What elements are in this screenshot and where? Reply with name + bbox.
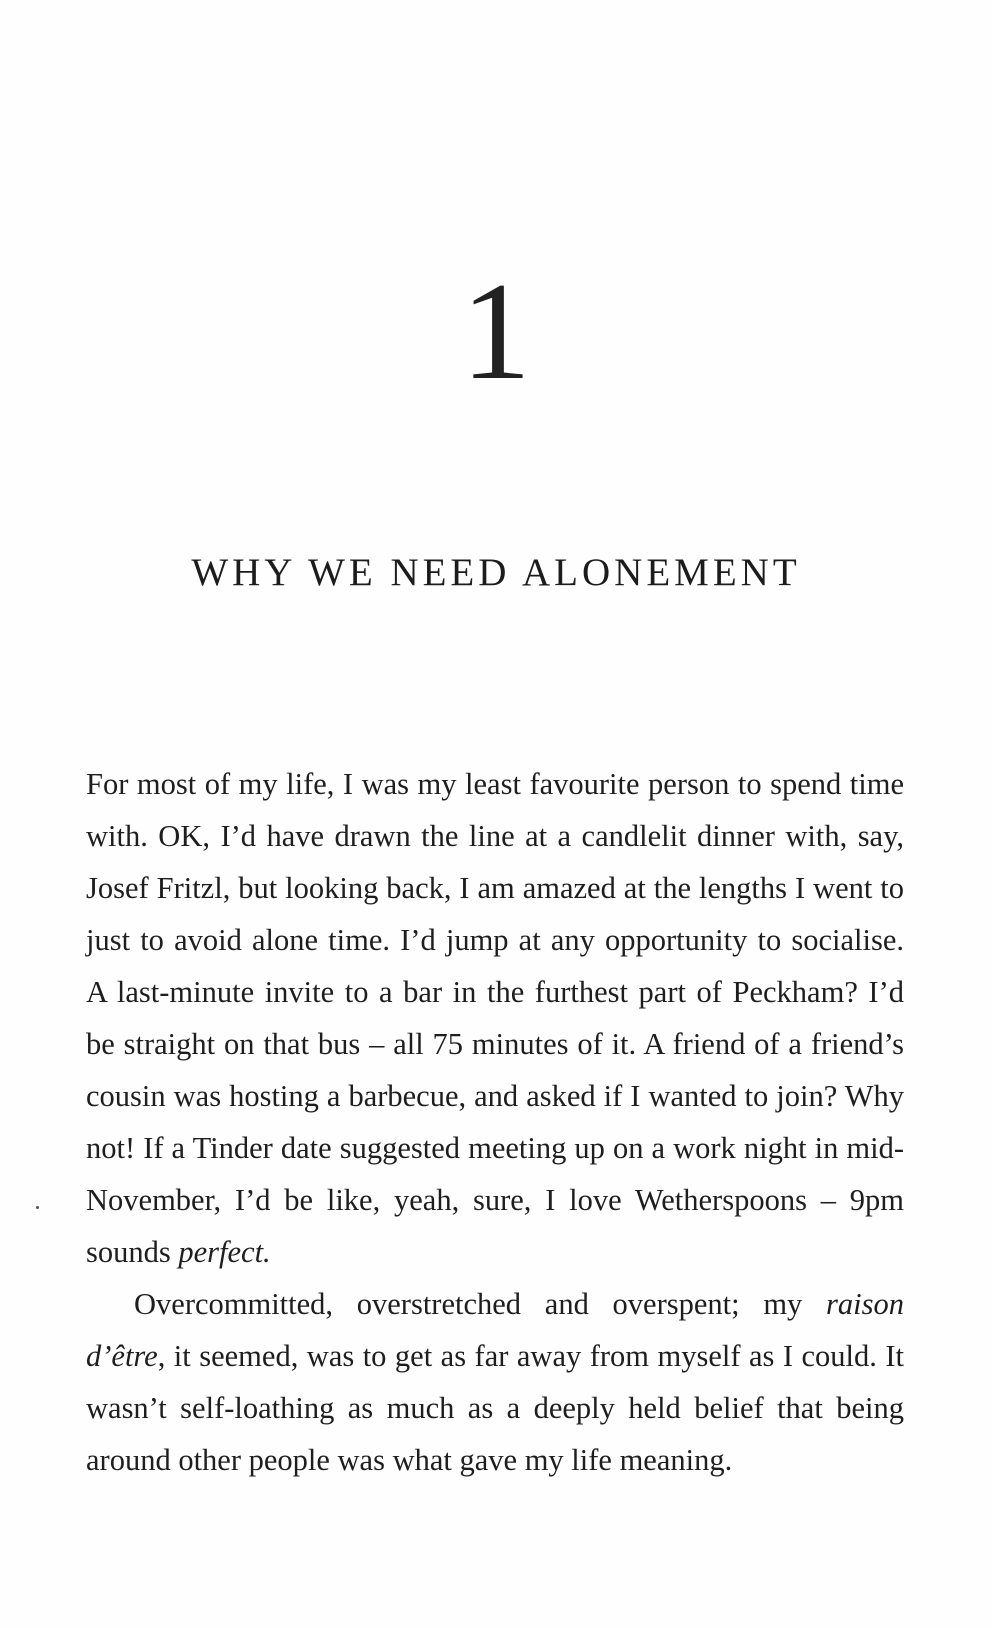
paragraph-2-text-end: , it seemed, was to get as far away from myself as I could. It wasn’t self-loathing as much as a deeply held belief that being around other people was what gave my life meaning. <box>86 1339 904 1477</box>
paragraph-2 <box>86 1278 904 1486</box>
scan-speck <box>36 1206 39 1209</box>
paragraph-1 <box>86 758 904 1278</box>
paragraph-2-italic-raison-detre: raison d’être <box>86 1287 904 1373</box>
chapter-body <box>86 758 904 1486</box>
paragraph-1-italic-perfect: perfect. <box>178 1235 271 1269</box>
chapter-title: WHY WE NEED ALONEMENT <box>191 551 801 594</box>
paragraph-2-text-start: Overcommitted, overstretched and overspent; my <box>134 1287 827 1321</box>
paragraph-1-text: For most of my life, I was my least favourite person to spend time with. OK, I’d have drawn the line at a candlelit dinner with, say, Josef Fritzl, but looking back, I am amazed at the lengths I went to just to avoid alone time. I’d jump at any opportunity to socialise. A last-minute invite to a bar in the furthest part of Peckham? I’d be straight on that bus – all 75 minutes of it. A friend of a friend’s cousin was hosting a barbecue, and asked if I wanted to join? Why not! If a Tinder date suggested meeting up on a work night in mid-November, I’d be like, yeah, sure, I love Wetherspoons – 9pm sounds <box>86 767 904 1269</box>
chapter-number: 1 <box>461 254 531 409</box>
